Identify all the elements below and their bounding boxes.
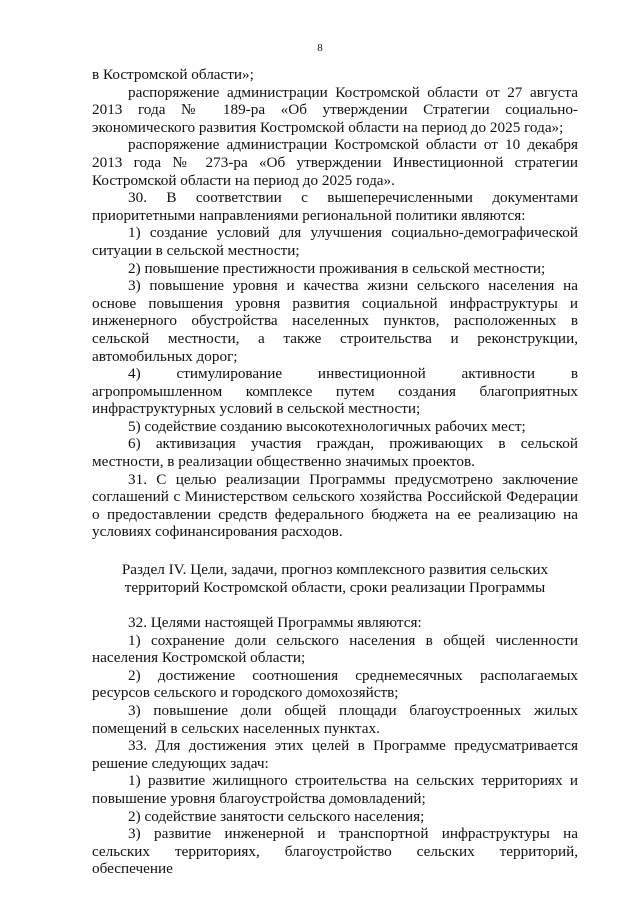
list-item: 1) сохранение доли сельского населения в общей численности населения Костромской области; bbox=[92, 631, 578, 667]
paragraph: в Костромской области»; bbox=[92, 66, 254, 83]
list-item: 1) развитие жилищного строительства на сельских территориях и повышение уровня благоустройства домовладений; bbox=[92, 772, 578, 807]
list-item: 2) содействие занятости сельского населения; bbox=[128, 807, 425, 825]
list-item: 3) развитие инженерной и транспортной инфраструктуры на сельских территориях, благоустройство сельских территорий, обеспечение bbox=[92, 825, 578, 878]
paragraph: 30. В соответствии с вышеперечисленными документами приоритетными направлениями региональной политики являются: bbox=[92, 189, 578, 224]
list-item: 3) повышение уровня и качества жизни сельского населения на основе повышения уровня развития социальной инфраструктуры и инженерного обустройства населенных пунктов, расположенных в сельской местности, а также строительства и реконструкции, автомобильных дорог; bbox=[92, 277, 578, 365]
list-item: 2) повышение престижности проживания в сельской местности; bbox=[128, 259, 546, 277]
document-body bbox=[92, 66, 578, 878]
paragraph: распоряжение администрации Костромской области от 10 декабря 2013 года № 273-ра «Об утверждении Инвестиционной стратегии Костромской области на период до 2025 года». bbox=[92, 136, 578, 189]
list-item: 5) содействие созданию высокотехнологичных рабочих мест; bbox=[128, 417, 526, 435]
list-item: 2) достижение соотношения среднемесячных располагаемых ресурсов сельского и городского домохозяйств; bbox=[92, 666, 578, 702]
paragraph: 32. Целями настоящей Программы являются: bbox=[128, 614, 422, 632]
section-heading bbox=[92, 561, 578, 597]
list-item: 3) повышение доли общей площади благоустроенных жилых помещений в сельских населенных пунктах. bbox=[92, 702, 578, 737]
section-heading-line: Раздел IV. Цели, задачи, прогноз комплексного развития сельских bbox=[121, 561, 549, 579]
paragraph: 31. С целью реализации Программы предусмотрено заключение соглашений с Министерством сельского хозяйства Российской Федерации о предоставлении средств федерального бюджета на ее реализацию на условиях софинансирования расходов. bbox=[92, 470, 578, 541]
paragraph: 33. Для достижения этих целей в Программе предусматривается решение следующих задач: bbox=[92, 737, 578, 772]
list-item: 4) стимулирование инвестиционной активности в агропромышленном комплексе путем создания благоприятных инфраструктурных условий в сельской местности; bbox=[92, 365, 578, 418]
list-item: 6) активизация участия граждан, проживающих в сельской местности, в реализации общественно значимых проектов. bbox=[92, 435, 578, 471]
paragraph: распоряжение администрации Костромской области от 27 августа 2013 года № 189-ра «Об утверждении Стратегии социально-экономического развития Костромской области на период до 2025 года»; bbox=[92, 83, 578, 136]
section-heading-line: территорий Костромской области, сроки реализации Программы bbox=[124, 579, 546, 597]
list-item: 1) создание условий для улучшения социально-демографической ситуации в сельской местности; bbox=[92, 224, 578, 259]
page-number: 8 bbox=[317, 42, 323, 54]
